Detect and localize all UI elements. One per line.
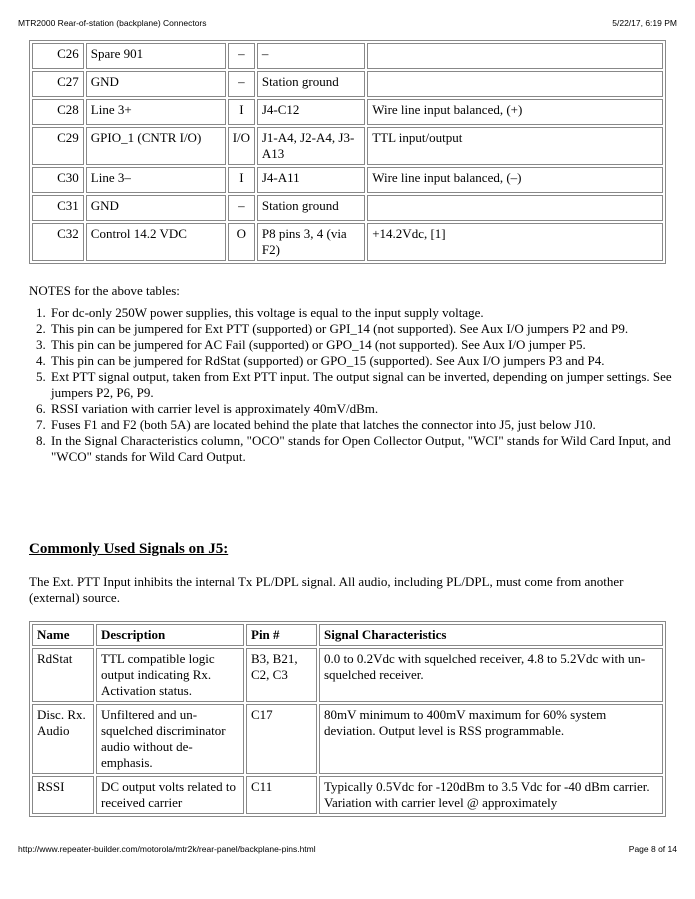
table-row xyxy=(32,648,663,702)
cell-desc: Wire line input balanced, (+) xyxy=(367,99,663,125)
pin-assignment-table xyxy=(29,40,666,264)
cell-pin: C26 xyxy=(32,43,84,69)
cell-name: Disc. Rx. Audio xyxy=(32,704,94,774)
cell-io: I xyxy=(228,99,255,125)
cell-sig: 80mV minimum to 400mV maximum for 60% system deviation. Output level is RSS programmable. xyxy=(319,704,663,774)
note-item: 6. RSSI variation with carrier level is approximately 40mV/dBm. xyxy=(49,401,689,417)
table-row xyxy=(32,195,663,221)
cell-name: RdStat xyxy=(32,648,94,702)
cell-desc: TTL input/output xyxy=(367,127,663,165)
cell-desc: +14.2Vdc, [1] xyxy=(367,223,663,261)
cell-pin: C28 xyxy=(32,99,84,125)
cell-pin: C27 xyxy=(32,71,84,97)
cell-desc xyxy=(367,195,663,221)
note-item: 1. For dc-only 250W power supplies, this voltage is equal to the input supply voltage. xyxy=(49,305,689,321)
cell-conn: Station ground xyxy=(257,195,365,221)
cell-sig: Typically 0.5Vdc for -120dBm to 3.5 Vdc for -40 dBm carrier. Variation with carrier level @ approximately xyxy=(319,776,663,814)
col-header-signal-characteristics: Signal Characteristics xyxy=(319,624,663,646)
table-row xyxy=(32,167,663,193)
cell-name: Control 14.2 VDC xyxy=(86,223,226,261)
table-row xyxy=(32,71,663,97)
col-header-pin: Pin # xyxy=(246,624,317,646)
cell-io: I xyxy=(228,167,255,193)
cell-conn: J4-C12 xyxy=(257,99,365,125)
cell-name: GND xyxy=(86,71,226,97)
cell-pin: C32 xyxy=(32,223,84,261)
cell-sig: 0.0 to 0.2Vdc with squelched receiver, 4.8 to 5.2Vdc with un-squelched receiver. xyxy=(319,648,663,702)
cell-conn: Station ground xyxy=(257,71,365,97)
cell-io: – xyxy=(228,71,255,97)
table-row xyxy=(32,99,663,125)
cell-pin: B3, B21, C2, C3 xyxy=(246,648,317,702)
cell-desc xyxy=(367,71,663,97)
section-intro: The Ext. PTT Input inhibits the internal Tx PL/DPL signal. All audio, including PL/DPL, must come from another (external) source. xyxy=(29,574,624,605)
note-item: 3. This pin can be jumpered for AC Fail (supported) or GPO_14 (not supported). See Aux I/O jumper P5. xyxy=(49,337,689,353)
cell-name: Line 3– xyxy=(86,167,226,193)
cell-io: – xyxy=(228,195,255,221)
cell-desc: DC output volts related to received carrier xyxy=(96,776,244,814)
cell-pin: C30 xyxy=(32,167,84,193)
cell-conn: P8 pins 3, 4 (via F2) xyxy=(257,223,365,261)
note-item: 2. This pin can be jumpered for Ext PTT (supported) or GPI_14 (not supported). See Aux I/O jumpers P2 and P9. xyxy=(49,321,689,337)
cell-conn: – xyxy=(257,43,365,69)
cell-name: GPIO_1 (CNTR I/O) xyxy=(86,127,226,165)
cell-conn: J1-A4, J2-A4, J3-A13 xyxy=(257,127,365,165)
cell-conn: J4-A11 xyxy=(257,167,365,193)
cell-desc xyxy=(367,43,663,69)
cell-name: RSSI xyxy=(32,776,94,814)
signals-table xyxy=(29,621,666,817)
cell-pin: C17 xyxy=(246,704,317,774)
cell-io: O xyxy=(228,223,255,261)
table-row xyxy=(32,776,663,814)
table-row xyxy=(32,223,663,261)
print-header-title: MTR2000 Rear-of-station (backplane) Connectors xyxy=(18,18,207,28)
table-row xyxy=(32,127,663,165)
cell-name: Line 3+ xyxy=(86,99,226,125)
print-header-datetime: 5/22/17, 6:19 PM xyxy=(612,18,677,28)
print-footer-url: http://www.repeater-builder.com/motorola/mtr2k/rear-panel/backplane-pins.html xyxy=(18,844,316,854)
cell-io: I/O xyxy=(228,127,255,165)
section-heading: Commonly Used Signals on J5: xyxy=(29,541,229,557)
table-row xyxy=(32,704,663,774)
note-item: 5. Ext PTT signal output, taken from Ext PTT input. The output signal can be inverted, depending on jumper settings. See jumpers P2, P6, P9. xyxy=(49,369,689,401)
cell-io: – xyxy=(228,43,255,69)
cell-name: Spare 901 xyxy=(86,43,226,69)
print-footer-page: Page 8 of 14 xyxy=(628,844,677,854)
note-item: 8. In the Signal Characteristics column, "OCO" stands for Open Collector Output, "WCI" stands for Wild Card Input, and "WCO" stands for Wild Card Output. xyxy=(49,433,689,465)
note-item: 7. Fuses F1 and F2 (both 5A) are located behind the plate that latches the connector into J5, just below J10. xyxy=(49,417,689,433)
cell-pin: C11 xyxy=(246,776,317,814)
notes-list xyxy=(29,305,689,465)
col-header-name: Name xyxy=(32,624,94,646)
cell-desc: Unfiltered and un-squelched discriminator audio without de-emphasis. xyxy=(96,704,244,774)
table-row xyxy=(32,43,663,69)
notes-title: NOTES for the above tables: xyxy=(29,283,180,298)
cell-name: GND xyxy=(86,195,226,221)
cell-desc: Wire line input balanced, (–) xyxy=(367,167,663,193)
cell-pin: C31 xyxy=(32,195,84,221)
note-item: 4. This pin can be jumpered for RdStat (supported) or GPO_15 (supported). See Aux I/O jumpers P3 and P4. xyxy=(49,353,689,369)
cell-desc: TTL compatible logic output indicating Rx. Activation status. xyxy=(96,648,244,702)
cell-pin: C29 xyxy=(32,127,84,165)
signals-table-header-row xyxy=(32,624,663,646)
col-header-description: Description xyxy=(96,624,244,646)
